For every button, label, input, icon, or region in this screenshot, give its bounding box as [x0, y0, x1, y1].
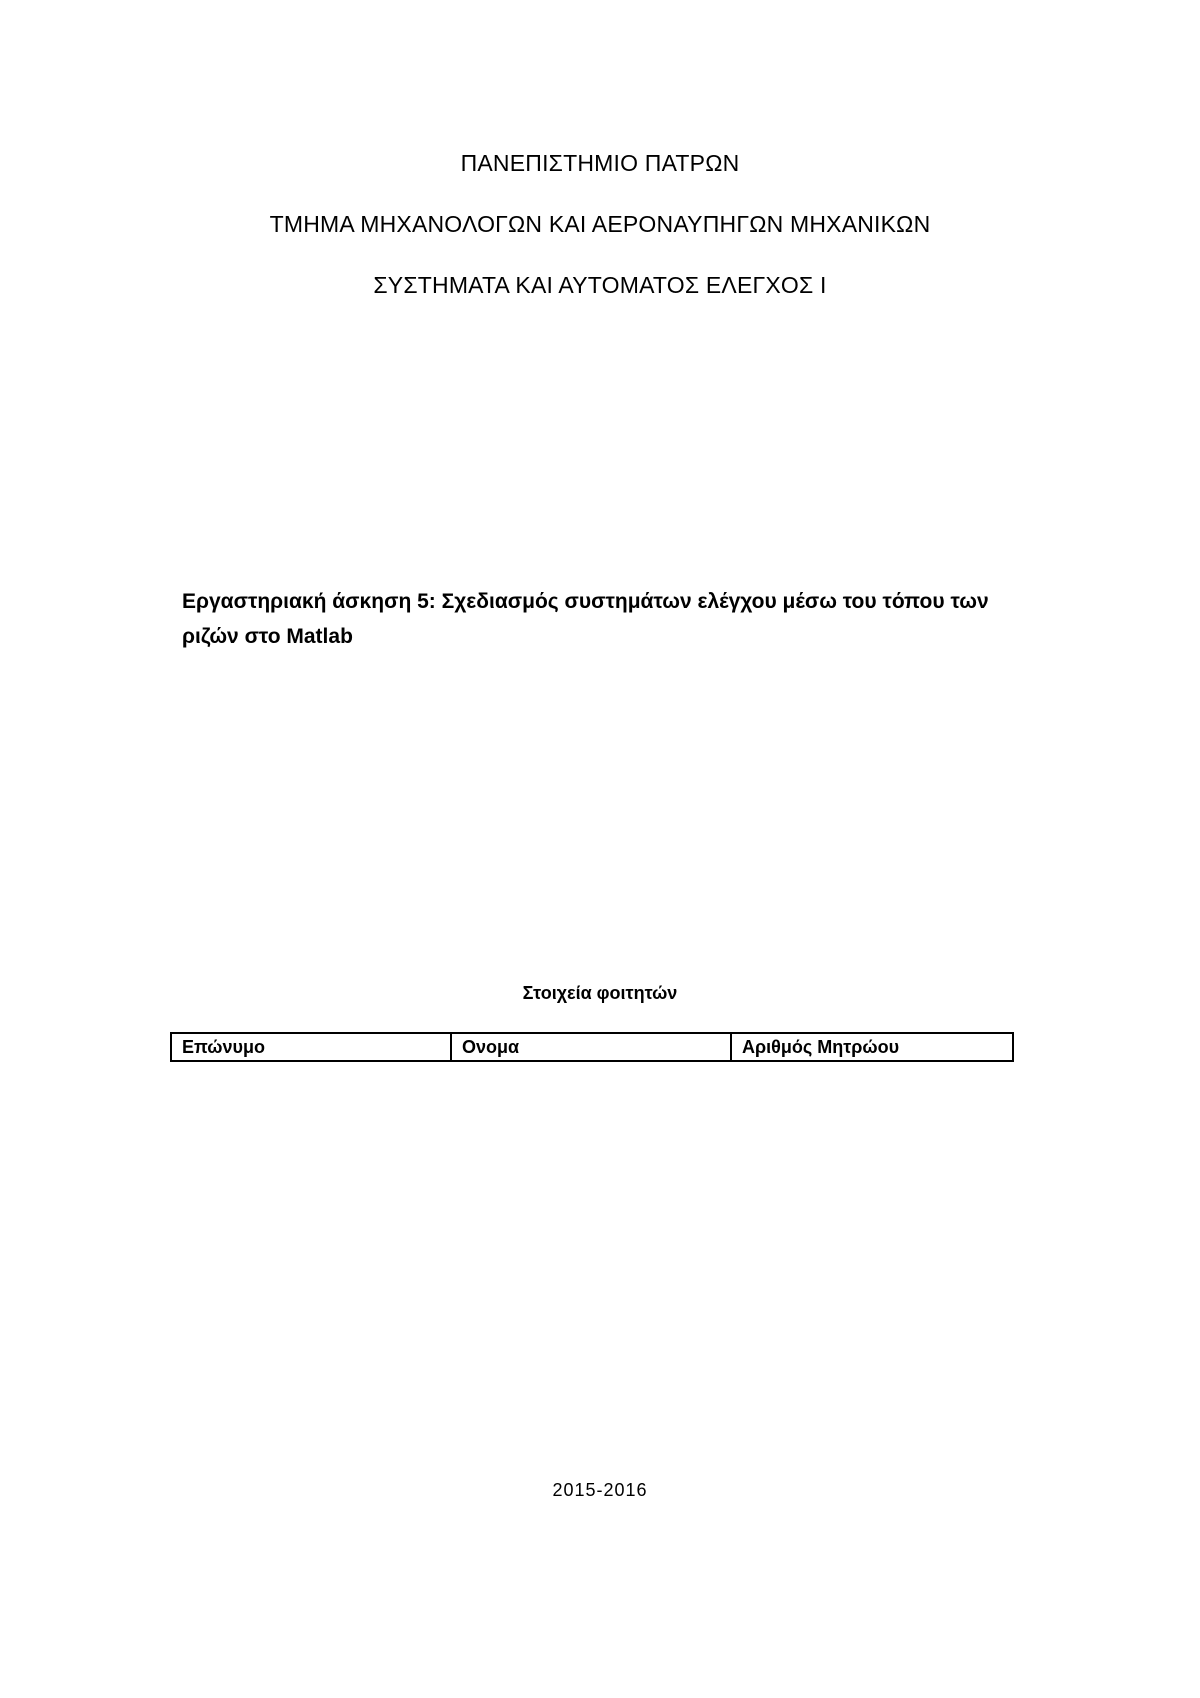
column-name: Ονομα	[451, 1033, 731, 1061]
exercise-title: Εργαστηριακή άσκηση 5: Σχεδιασμός συστημάτων ελέγχου μέσω του τόπου των ριζών στο Matlab	[182, 590, 989, 648]
column-surname: Επώνυμο	[171, 1033, 451, 1061]
academic-year: 2015-2016	[552, 1480, 648, 1500]
students-heading: Στοιχεία φοιτητών	[522, 983, 678, 1003]
course-name: ΣΥΣΤΗΜΑΤΑ ΚΑΙ ΑΥΤΟΜΑΤΟΣ ΕΛΕΓΧΟΣ Ι	[373, 272, 827, 298]
department-name: ΤΜΗΜΑ ΜΗΧΑΝΟΛΟΓΩΝ ΚΑΙ ΑΕΡΟΝΑΥΠΗΓΩΝ ΜΗΧΑΝΙΚΩΝ	[269, 211, 931, 237]
column-registration-number: Αριθμός Μητρώου	[731, 1033, 1013, 1061]
table-row	[171, 1033, 1013, 1061]
students-table	[170, 1032, 1014, 1062]
university-name: ΠΑΝΕΠΙΣΤΗΜΙΟ ΠΑΤΡΩΝ	[460, 150, 740, 176]
